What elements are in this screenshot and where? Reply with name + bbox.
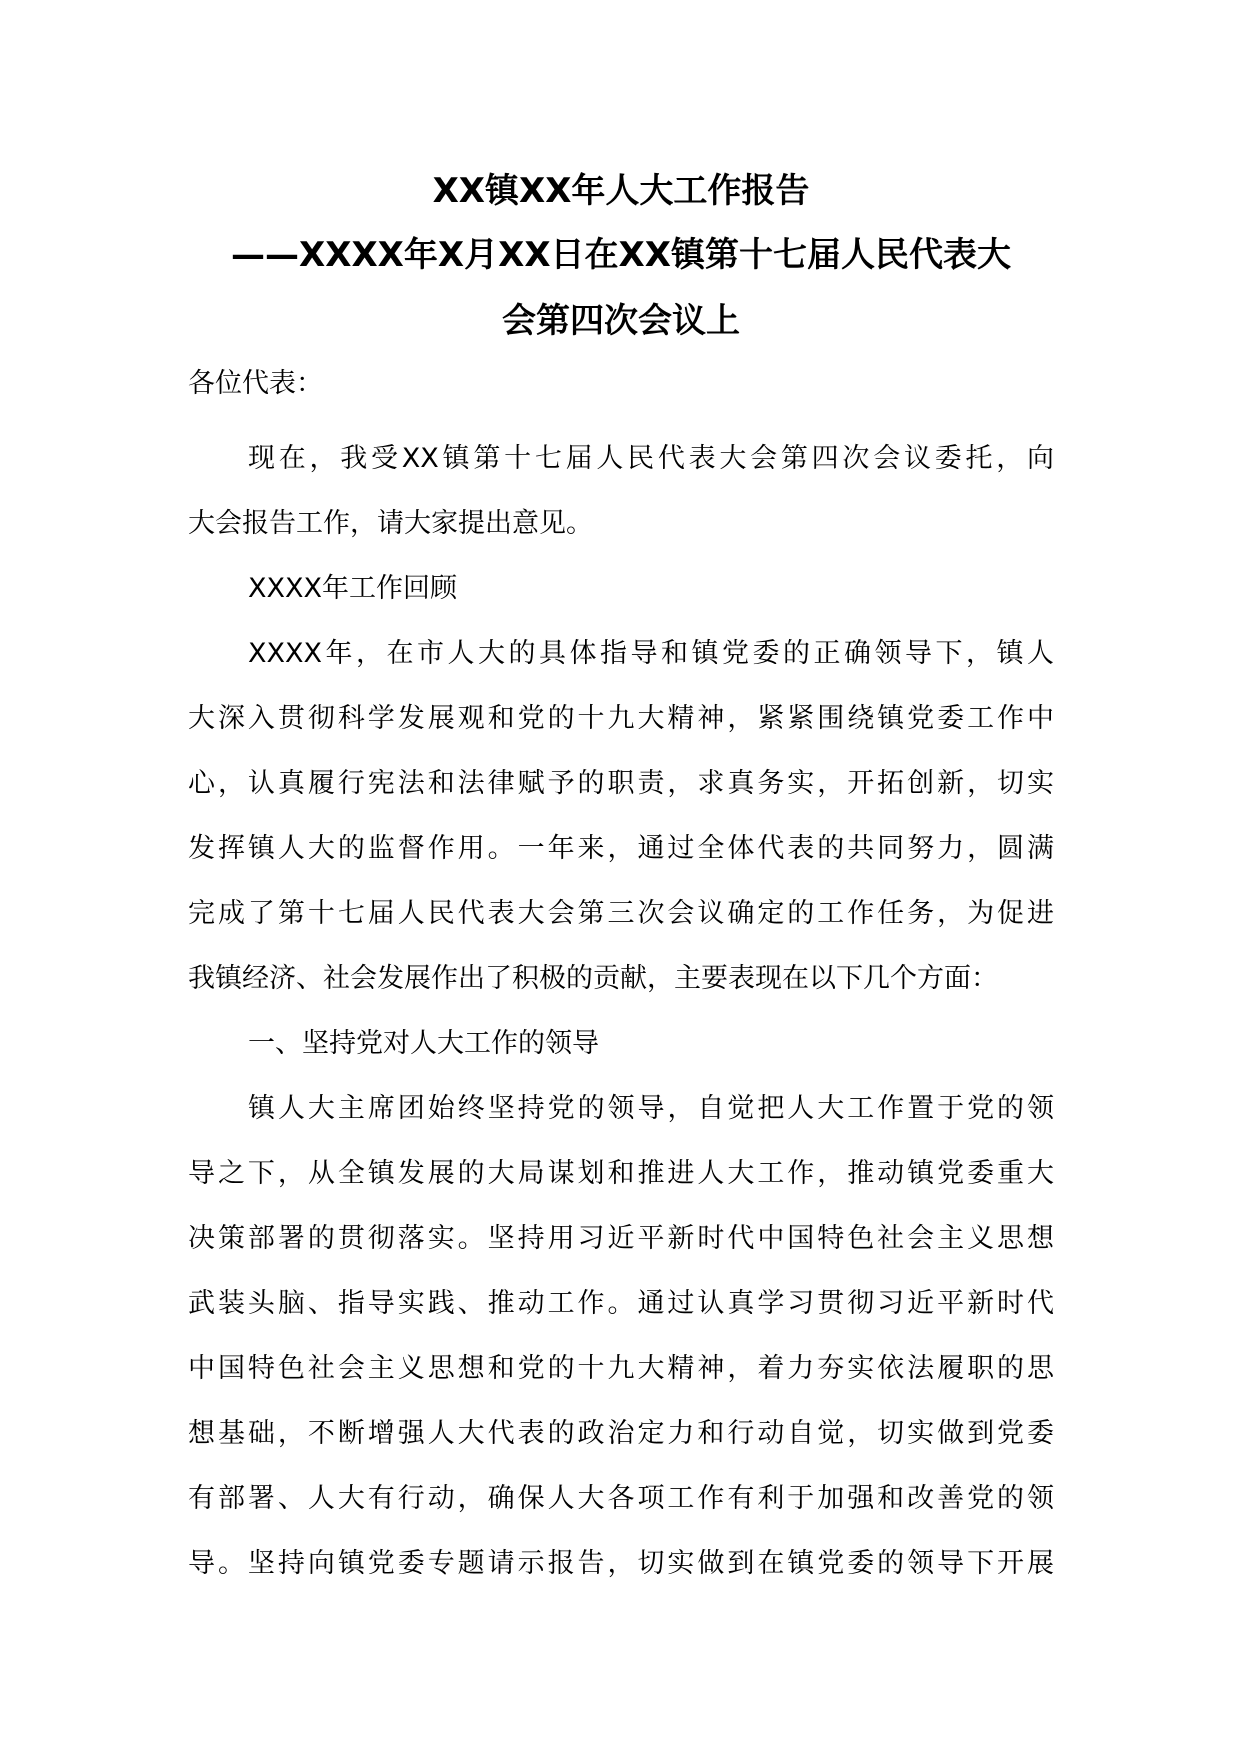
paragraph-line: 发挥镇人大的监督作用。一年来，通过全体代表的共同努力，圆满 [188, 833, 1054, 864]
paragraph-line: 现在，我受XX镇第十七届人民代表大会第四次会议委托，向 [248, 443, 1054, 474]
paragraph-intro [188, 426, 1054, 556]
salutation: 各位代表： [188, 368, 323, 399]
paragraph-line: 中国特色社会主义思想和党的十九大精神，着力夯实依法履职的思 [188, 1353, 1054, 1384]
section-heading-party-leadership [188, 1011, 1054, 1076]
document-title: XX镇XX年人大工作报告 [432, 171, 810, 211]
paragraph-line: 有部署、人大有行动，确保人大各项工作有利于加强和改善党的领 [188, 1483, 1054, 1514]
paragraph-review-summary [188, 621, 1054, 1011]
paragraph-line: 武装头脑、指导实践、推动工作。通过认真学习贯彻习近平新时代 [188, 1288, 1054, 1319]
paragraph-party-leadership [188, 1076, 1054, 1596]
paragraph-line: XXXX年，在市人大的具体指导和镇党委的正确领导下，镇人 [248, 638, 1054, 669]
paragraph-line: 心，认真履行宪法和法律赋予的职责，求真务实，开拓创新，切实 [188, 768, 1054, 799]
paragraph-line: 大深入贯彻科学发展观和党的十九大精神，紧紧围绕镇党委工作中 [188, 703, 1054, 734]
paragraph-line: 完成了第十七届人民代表大会第三次会议确定的工作任务，为促进 [188, 898, 1054, 929]
document-page [188, 168, 1054, 1596]
paragraph-line: 导之下，从全镇发展的大局谋划和推进人大工作，推动镇党委重大 [188, 1158, 1054, 1189]
paragraph-line: 导。坚持向镇党委专题请示报告，切实做到在镇党委的领导下开展 [188, 1548, 1054, 1579]
paragraph-line: 镇人大主席团始终坚持党的领导，自觉把人大工作置于党的领 [248, 1093, 1054, 1124]
paragraph-line: 想基础，不断增强人大代表的政治定力和行动自觉，切实做到党委 [188, 1418, 1054, 1449]
paragraph-line: 我镇经济、社会发展作出了积极的贡献，主要表现在以下几个方面： [188, 963, 998, 994]
section-heading: 一、坚持党对人大工作的领导 [248, 1028, 599, 1059]
section-heading-review [188, 556, 1054, 621]
document-subtitle-line-2: 会第四次会议上 [502, 301, 740, 341]
document-subtitle-line-1: ——XXXX年X月XX日在XX镇第十七届人民代表大 [231, 235, 1011, 275]
paragraph-line: 大会报告工作，请大家提出意见。 [188, 508, 593, 539]
paragraph-line: 决策部署的贯彻落实。坚持用习近平新时代中国特色社会主义思想 [188, 1223, 1054, 1254]
section-heading: XXXX年工作回顾 [248, 573, 457, 604]
